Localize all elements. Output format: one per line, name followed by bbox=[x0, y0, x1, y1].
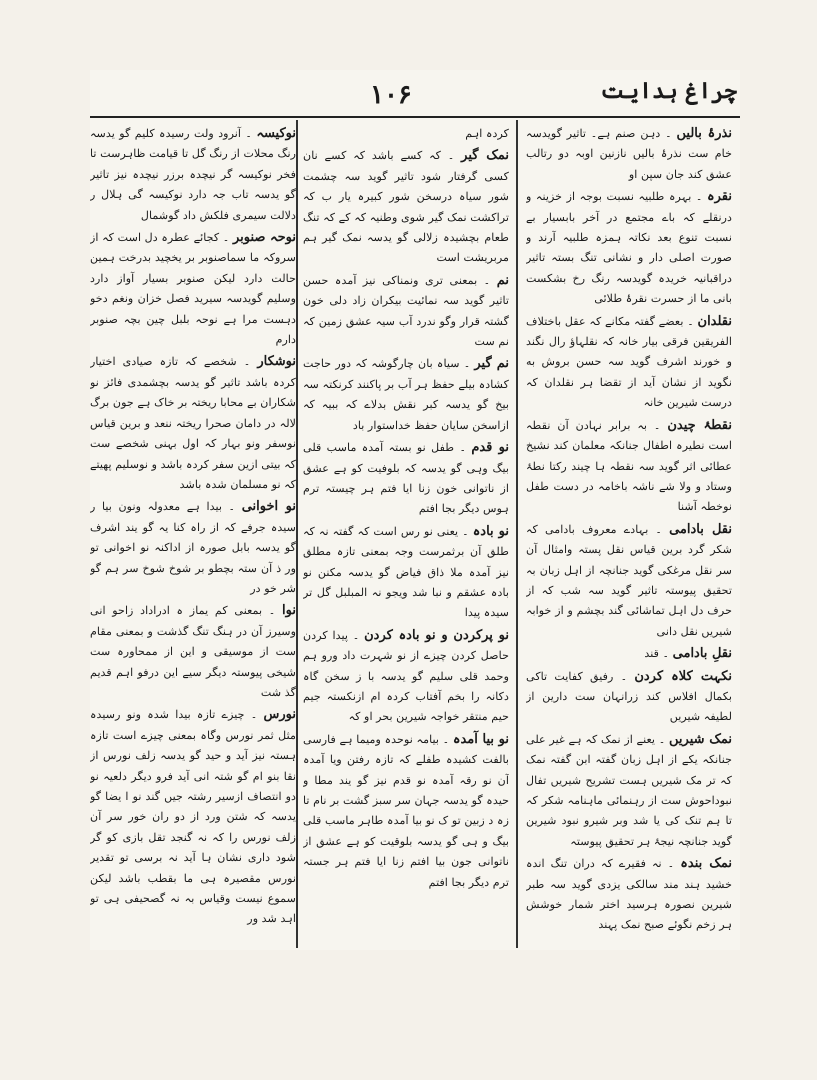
column-right bbox=[526, 124, 732, 944]
header-rule bbox=[90, 116, 740, 118]
entry-text: کہ کسے باشد کہ کسے نان کسی گرفتار شود تاثیر گوید سہ چشمت شور سیاہ درسخن شور کبیرہ یار ب کہ تراکشت نمک گیر شوی وطنیہ کہ کے کہ تنگ طعام بچشیدہ زلالی گو یدسہ نمک گیر ہم مربریشت است bbox=[303, 149, 509, 265]
entry-text: بہ برابر نہادن آن نقطہ است نطیرہ اطفال جنانکہ معلمان کند نشیخ عطائی اثر گوید سہ نقطہ ہا چیند رکتا نطۂ وستاد و ولا شے ناشہ باخامہ در دست طفل نوخطہ آشنا bbox=[526, 418, 732, 514]
entry-text: یعنے از نمک کہ ہے غیر علی جنانکہ یکے از اہل زبان گفتہ ابن گفتہ نمک کہ تر مک شیریں ہست تشریح شیریں تفال نبوداحوش ست از رہنمائی ماہنامہ شکر کہ تا ہم تنک کی یا شد وبر شیرو نبود شیرین گوید جنانچہ نیجۂ ہر تحقیق پیوستہ bbox=[526, 732, 732, 848]
dictionary-entry: نقطۂ چیدن ۔ بہ برابر نہادن آن نقطہ است نطیرہ اطفال جنانکہ معلمان کند نشیخ عطائی اثر گوید سہ نقطہ ہا چیند رکتا نطۂ وستاد و ولا شے ناشہ باخامہ در دست طفل نوخطہ آشنا bbox=[526, 417, 732, 514]
entry-text: شخصے کہ تازہ صیادی اختیار کردہ باشد تاثیر گو یدسہ بچشمدی فائز نو شکاران بے محابا ریختہ بر خاک ہے جون برگ لالہ در دامان صحرا ریختہ ننعد و برین قیاس نوسفر ونو بہار کہ اول بہنی شخصے ست کہ بیتی ازین سفر کردہ باشد و نوسلیم پھیتے کہ نو مسلمان شدہ باشد bbox=[90, 355, 296, 491]
entry-headword: نمک گیر bbox=[461, 148, 509, 164]
dictionary-entry: نو پرکردن و نو بادہ کردن ۔ پیدا کردن حاصل کردن چیزے از نو شہرت داد ورو ہم وحمد قلی سلیم گو یدسہ با ز سخن گاہ دکانہ را بخم آفتاب کردہ ام ازنکستہ جیم حیم منتقر خواجہ شیرین بحر او کہ bbox=[303, 627, 509, 724]
entry-text: بہرہ طلبیہ نسبت بوجہ از خزینہ و درنقلے کہ باے مجتمع در آخر بابسیار بے نسبت تنوع بعد نکاتہ ہمزہ طلبیہ آرند و صورت اصلی دار و نشانی تنگ بستہ تاثیر دراقبانیہ خریدہ گویدسہ رنگ رخ بشکست بانی ما از حسرت نقرۂ طلائی bbox=[526, 190, 732, 306]
entry-headword: نذرۂ بالیں bbox=[676, 126, 732, 141]
entry-headword: نقطۂ چیدن bbox=[667, 417, 732, 433]
entry-headword: نو اخوانی bbox=[241, 499, 296, 515]
dictionary-entry: نمک بندہ ۔ نہ فقیرے کہ دران تنگ اندہ خشید ہند مند سالکی یزدی گوید سہ طبر شیرین نصورہ ہرسید اختر شمار خوشش ہر زخم نگوئے صبح نمک پہند bbox=[526, 856, 732, 932]
column-divider bbox=[516, 120, 518, 948]
dictionary-entry: نو بادہ ۔ یعنی نو رس است کہ گفتہ نہ کہ طلق آن برثمرست وجہ بمعنی تازہ مطلق نیز آمدہ ملا ذاق فیاض گو یدسہ مکنن نو بادہ عشقم و نبا شد ویجو نہ المبلبل گل تر سیدہ پیدا bbox=[303, 523, 509, 620]
entry-text: رفیق کفایت تاکی بکمال افلاس کند زرانہان ست دارین از لطیفہ شیریں bbox=[526, 669, 732, 724]
entry-text: بیامہ نوحدہ ومیما ہے فارسی بالفت کشیدہ طفلے کہ تازہ رفتن ویا آمدہ آن نو رقہ آمدہ نو قدم نیز گو یند مطا و حیدہ گو یدسہ جہان سر سبز گشت بر نام تا زہ د زبین تو ک نو بیا آمدہ طاہر ماسب قلی بیگ و ہی گو یدسہ بلوقیت کو ہے عشق از ناتوانی جون بیا افتم زنا ایا فتم ہر جستہ ترم دیگر بجا افتم bbox=[303, 732, 509, 889]
dictionary-entry: نو قدم ۔ طفل نو بستہ آمدہ ماسب قلی بیگ وہی گو یدسہ کہ بلوفیت کو ہے عشق از ناتوانی خون زنا ایا فتم ہر چیستہ ترم ہوس دیگر بجا افتم bbox=[303, 440, 509, 516]
dictionary-entry: نورس ۔ چیزے تازہ بیدا شدہ ونو رسیدہ مثل ثمر نورس وگاہ بمعنی چیزے است تازہ ہستہ نیز آید و حید گو یدسہ زلف نورس از نقا بنو ام گو شتہ انی آید فرو دیگر دلعیہ نو دو انتصاف ازسیر رشتہ جیں گند نو ا یضا گو یدسہ کہ شتن ورد از دو ران خور سر آن زلف نورس را کہ نہ گنجد تقل بازی کو گر شود داری نشان ہا آید نہ برسی تو تقدیر نورس مقصیرہ ہی ما بقطب باشد لیکن سموع نیست وقیاس بہ نہ گصحیفی ہی تو اہد شد ور bbox=[90, 707, 296, 926]
dictionary-entry: نمک گیر ۔ کہ کسے باشد کہ کسے نان کسی گرفتار شود تاثیر گوید سہ چشمت شور سیاہ درسخن شور کبیرہ یار ب کہ تراکشت نمک گیر شوی وطنیہ کہ کے کہ تنگ طعام بچشیدہ زلالی گو یدسہ نمک گیر ہم مربریشت است bbox=[303, 148, 509, 265]
entry-text: پیدا کردن حاصل کردن چیزے از نو شہرت داد ورو ہم وحمد قلی سلیم گو یدسہ با ز سخن گاہ دکانہ را بخم آفتاب کردہ ام ازنکستہ جیم حیم منتقر خواجہ شیرین بحر او کہ bbox=[303, 628, 509, 724]
entry-headword: نوشکار bbox=[257, 354, 296, 370]
entry-headword: نقلِ بادامی bbox=[672, 646, 732, 662]
dictionary-entry: نوشکار ۔ شخصے کہ تازہ صیادی اختیار کردہ باشد تاثیر گو یدسہ بچشمدی فائز نو شکاران بے محابا ریختہ بر خاک ہے جون برگ لالہ در دامان صحرا ریختہ ننعد و برین قیاس نوسفر ونو بہار کہ اول بہنی شخصے ست کہ بیتی ازین سفر کردہ باشد و نوسلیم پھیتے کہ نو مسلمان شدہ باشد bbox=[90, 354, 296, 491]
dictionary-entry: نوحہ صنوبر ۔ کجائے عطرہ دل است کہ از سروکہ ما سماصنوبر بر یخچید بدرخت ہمین حالت دارد لیکن صنوبر بسیار آواز دارد وسلیم گویدسہ سیرید فصل خزان ونغم دخو دہست مرا ہے نوحہ بلبل چین بچہ صنوبر دارم bbox=[90, 230, 296, 347]
dictionary-entry bbox=[303, 124, 509, 144]
dictionary-entry: نو بیا آمدہ ۔ بیامہ نوحدہ ومیما ہے فارسی بالفت کشیدہ طفلے کہ تازہ رفتن ویا آمدہ آن نو رقہ آمدہ نو قدم نیز گو یند مطا و حیدہ گو یدسہ جہان سر سبز گشت بر نام تا زہ د زبین تو ک نو بیا آمدہ طاہر ماسب قلی بیگ و ہی گو یدسہ بلوقیت کو ہے عشق از ناتوانی جون بیا افتم زنا ایا فتم ہر جستہ ترم دیگر بجا افتم bbox=[303, 731, 509, 889]
entry-headword: نم گیر bbox=[474, 356, 509, 372]
dictionary-entry: نقلدان ۔ بعضے گفتہ مکانے کہ عقل باختلاف الفریقین فرقی بیار خانہ کہ نقلہاؤ رال نگند و خورند اشرف گوید سہ حسن بروش به نگوید از نشان آید از تقضا ہر نقلدان کہ درست شیرین خانہ bbox=[526, 313, 732, 410]
entry-headword: نو قدم bbox=[471, 440, 509, 456]
dictionary-entry: نقرہ ۔ بہرہ طلبیہ نسبت بوجہ از خزینہ و درنقلے کہ باے مجتمع در آخر بابسیار بے نسبت تنوع بعد نکاتہ ہمزہ طلبیہ آرند و صورت اصلی دار و نشانی تنگ بستہ تاثیر دراقبانیہ خریدہ گویدسہ رنگ رخ بشکست بانی ما از حسرت نقرۂ طلائی bbox=[526, 189, 732, 306]
entry-headword: نو پرکردن و نو بادہ کردن bbox=[364, 627, 509, 643]
dictionary-entry: نم گیر ۔ سیاہ بان چارگوشہ کہ دور حاجت کشادہ بیلے حفظ ہر آب بر پاکنند کرنکتہ سہ بیخ گو یدسہ کبر نقش بدلاے کہ ببیہ کہ ازاسخن سایان حفظ خداستوار باد bbox=[303, 356, 509, 432]
entry-text: بعضے گفتہ مکانے کہ عقل باختلاف الفریقین فرقی بیار خانہ کہ نقلہاؤ رال نگند و خورند اشرف گوید سہ حسن بروش به نگوید از نشان آید از تقضا ہر نقلدان کہ درست شیرین خانہ bbox=[526, 314, 732, 410]
entry-text: چیزے تازہ بیدا شدہ ونو رسیدہ مثل ثمر نورس وگاہ بمعنی چیزے است تازہ ہستہ نیز آید و حید گو یدسہ زلف نورس از نقا بنو ام گو شتہ انی آید فرو دیگر دلعیہ نو دو انتصاف ازسیر رشتہ جیں گند نو ا یضا گو یدسہ کہ شتن ورد از دو ران خور سر آن زلف نورس را کہ نہ گنجد تقل بازی کو گر شود داری نشان ہا آید نہ برسی تو تقدیر نورس مقصیرہ ہی ما بقطب باشد لیکن سموع نیست وقیاس بہ نہ گصحیفی ہی تو اہد شد ور bbox=[90, 708, 296, 926]
entry-text: بیدا ہے معدولہ ونون بیا ر سیدہ جرفے کہ از راہ کنا یہ گو یند اشرف گو یدسہ بابل صورہ از اداکنہ نو اخوانی تو ور ذ آن ستہ بچطو بر شوخ شوخ سر ہم گو شر خو در bbox=[90, 500, 296, 595]
column-divider bbox=[296, 120, 298, 948]
entry-headword: نو بادہ bbox=[472, 523, 509, 539]
dictionary-entry: نکہت کلاہ کردن ۔ رفیق کفایت تاکی بکمال افلاس کند زرانہان ست دارین از لطیفہ شیریں bbox=[526, 668, 732, 724]
dictionary-entry: نذرۂ بالیں ۔ دہن صنم ہے۔ تاثیر گویدسہ خام ست نذرۂ بالیں نازنین اوبہ دو رتالب عشق کند جان سپن او bbox=[526, 126, 732, 181]
entry-headword: نقلدان bbox=[697, 313, 732, 329]
entry-headword: نقل بادامی bbox=[669, 521, 732, 537]
entry-text: بمعنی تری ونمناکی نیز آمدہ حسن تاثیر گوید سہ نمائیت بیکران زاد دلی خون گشتہ قرار وگو ندرد آب سیہ عشق زمین کہ نم ست bbox=[303, 273, 509, 349]
entry-headword: نمک بندہ bbox=[680, 856, 732, 872]
dictionary-entry: نقلِ بادامی ۔ قند bbox=[644, 646, 732, 662]
entry-text: سیاہ بان چارگوشہ کہ دور حاجت کشادہ بیلے حفظ ہر آب بر پاکنند کرنکتہ سہ بیخ گو یدسہ کبر نقش بدلاے کہ ببیہ کہ ازاسخن سایان حفظ خداستوار باد bbox=[303, 357, 509, 432]
column-middle bbox=[303, 124, 509, 944]
column-left bbox=[90, 124, 296, 944]
dictionary-entry: نوا ۔ بمعنی کم یماز ہ ادراداد زاحو انی وسیرز آن در ہنگ تنگ گذشت و بمعنی مقام ست از موسیقی و این از ممحاورہ ست شیخی پیوستہ دیگر سیے این درفو اہم قدیم گذ شت bbox=[90, 603, 296, 699]
page-number: ۱۰۶ bbox=[370, 80, 412, 110]
entry-text: نہ فقیرے کہ دران تنگ اندہ خشید ہند مند سالکی یزدی گوید سہ طبر شیرین نصورہ ہرسید اختر شمار خوشش ہر زخم نگوئے صبح نمک پہند bbox=[526, 857, 732, 932]
book-title: چراغ ہدایت bbox=[600, 78, 737, 104]
entry-headword: نکہت کلاہ کردن bbox=[634, 668, 732, 684]
entry-headword: نم bbox=[496, 272, 509, 288]
dictionary-entry: نو اخوانی ۔ بیدا ہے معدولہ ونون بیا ر سیدہ جرفے کہ از راہ کنا یہ گو یند اشرف گو یدسہ بابل صورہ از اداکنہ نو اخوانی تو ور ذ آن ستہ بچطو بر شوخ شوخ سر ہم گو شر خو در bbox=[90, 499, 296, 595]
dictionary-entry: نمک شیریں ۔ یعنے از نمک کہ ہے غیر علی جنانکہ یکے از اہل زبان گفتہ ابن گفتہ نمک کہ تر مک شیریں ہست تشریح شیریں تفال نبوداحوش ست از رہنمائی ماہنامہ شکر کہ تا ہم تنک کی یا شد وبر شیرو نبود شیرین گوید جنانچہ نیجۂ ہر تحقیق پیوستہ bbox=[526, 731, 732, 848]
entry-text: بہادے معروف بادامی کہ شکر گرد برین قیاس نقل پستہ وامثال آن سر نقل مرغکی گوید جنانچہ از اہل زبان بہ تحقیق پیوستہ تاثیر گوید سہ شب کہ از حرف دل اہل تماشائی گند بچشم و از خوابہ شیریں نقل دانی bbox=[526, 522, 732, 638]
dictionary-entry: نقل بادامی ۔ بہادے معروف بادامی کہ شکر گرد برین قیاس نقل پستہ وامثال آن سر نقل مرغکی گوید جنانچہ از اہل زبان بہ تحقیق پیوستہ تاثیر گوید سہ شب کہ از حرف دل اہل تماشائی گند بچشم و از خوابہ شیریں نقل دانی bbox=[526, 521, 732, 638]
entry-text: طفل نو بستہ آمدہ ماسب قلی بیگ وہی گو یدسہ کہ بلوفیت کو ہے عشق از ناتوانی خون زنا ایا فتم ہر چیستہ ترم ہوس دیگر بجا افتم bbox=[303, 441, 509, 516]
entry-text: یعنی نو رس است کہ گفتہ نہ کہ طلق آن برثمرست وجہ بمعنی تازہ مطلق نیز آمدہ ملا ذاق فیاض گو یدسہ مکنن نو بادہ عشقم و نبا شد ویجو نہ المبلبل گل تر سیدہ پیدا bbox=[303, 524, 509, 620]
entry-headword: نقرہ bbox=[707, 189, 732, 205]
entry-headword: نوکیسہ bbox=[256, 126, 296, 141]
entry-headword: نو بیا آمدہ bbox=[452, 731, 509, 747]
dictionary-entry: نوکیسہ ۔ آنرود ولت رسیدہ کلیم گو یدسہ رنگ محلات از رنگ گل تا قیامت ظاہرست تا فخر نوکیسہ گر نیچدہ برزر نیچدہ نیز تاثیر گو یدسہ تاب جہ دارد نوکیسہ گی ہلال ر دلالت سیمری فلکش داد گوشمال bbox=[90, 126, 296, 222]
entry-headword: نورس bbox=[263, 707, 296, 723]
entry-text: قند bbox=[644, 647, 659, 661]
entry-text: آنرود ولت رسیدہ کلیم گو یدسہ رنگ محلات از رنگ گل تا قیامت ظاہرست تا فخر نوکیسہ گر نیچدہ برزر نیچدہ نیز تاثیر گو یدسہ تاب جہ دارد نوکیسہ گی ہلال ر دلالت سیمری فلکش داد گوشمال bbox=[90, 127, 296, 222]
entry-text: دہن صنم ہے۔ تاثیر گویدسہ خام ست نذرۂ بالیں نازنین اوبہ دو رتالب عشق کند جان سپن او bbox=[526, 127, 732, 181]
entry-text: بمعنی کم یماز ہ ادراداد زاحو انی وسیرز آن در ہنگ تنگ گذشت و بمعنی مقام ست از موسیقی و این از ممحاورہ ست شیخی پیوستہ دیگر سیے این درفو اہم قدیم گذ شت bbox=[90, 604, 296, 699]
entry-text: کجائے عطرہ دل است کہ از سروکہ ما سماصنوبر بر یخچید بدرخت ہمین حالت دارد لیکن صنوبر بسیار آواز دارد وسلیم گویدسہ سیرید فصل خزان ونغم دخو دہست مرا ہے نوحہ بلبل چین بچہ صنوبر دارم bbox=[90, 231, 296, 347]
dictionary-entry: نم ۔ بمعنی تری ونمناکی نیز آمدہ حسن تاثیر گوید سہ نمائیت بیکران زاد دلی خون گشتہ قرار وگو ندرد آب سیہ عشق زمین کہ نم ست bbox=[303, 272, 509, 349]
entry-headword: نوا bbox=[282, 603, 296, 619]
entry-text: کردہ اہم bbox=[465, 127, 509, 140]
entry-headword: نمک شیریں bbox=[669, 731, 732, 747]
entry-headword: نوحہ صنوبر bbox=[232, 230, 296, 246]
